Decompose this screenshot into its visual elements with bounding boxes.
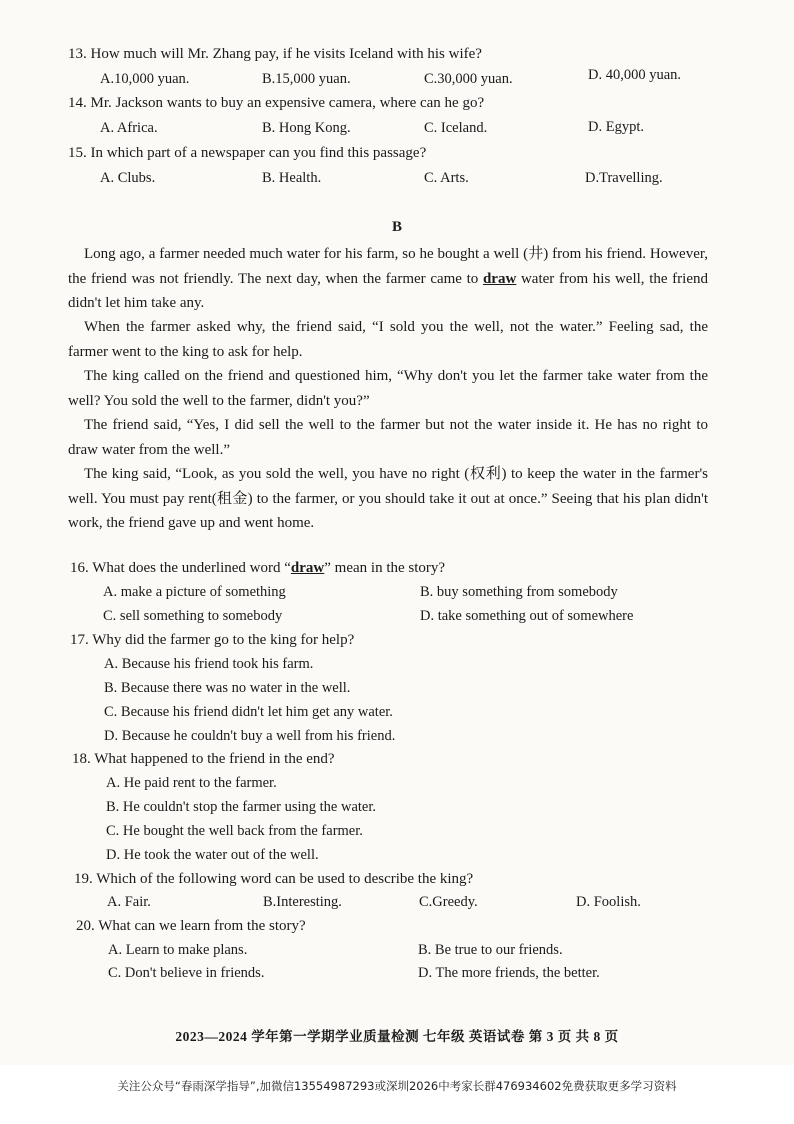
- question-19: 19. Which of the following word can be used to describe the king?: [74, 871, 474, 887]
- q19-option-a: A. Fair.: [107, 894, 151, 910]
- passage-paragraph-4: The friend said, “Yes, I did sell the well to the farmer but not the water inside it. He has no right to draw water from the well.”: [68, 417, 708, 458]
- q20-option-d: D. The more friends, the better.: [418, 965, 600, 981]
- promo-banner: 关注公众号“春雨深学指导”,加微信13554987293或深圳2026中考家长群476934602免费获取更多学习资料: [117, 1079, 677, 1093]
- question-15: 15. In which part of a newspaper can you find this passage?: [68, 145, 427, 161]
- q20-option-b: B. Be true to our friends.: [418, 942, 563, 958]
- question-18: 18. What happened to the friend in the end?: [72, 751, 335, 767]
- underlined-word-draw: draw: [482, 270, 517, 287]
- q16-option-c: C. sell something to somebody: [103, 608, 283, 624]
- q16-option-a: A. make a picture of something: [103, 584, 286, 600]
- passage-paragraph-5: The king said, “Look, as you sold the well, you have no right (权利) to keep the water in the farmer's well. You must pay rent(租金) to the farmer, or you should take it out at once.” Seeing that his plan didn't work, the friend gave up and went home.: [68, 466, 708, 531]
- q19-option-b: B.Interesting.: [263, 894, 342, 910]
- q17-option-b: B. Because there was no water in the well.: [104, 680, 351, 696]
- q17-option-c: C. Because his friend didn't let him get any water.: [104, 704, 393, 720]
- q17-option-a: A. Because his friend took his farm.: [104, 656, 314, 672]
- q16-option-d: D. take something out of somewhere: [420, 608, 634, 624]
- page-footer: 2023—2024 学年第一学期学业质量检测 七年级 英语试卷 第 3 页 共 8 页: [175, 1029, 619, 1044]
- passage-paragraph-3: The king called on the friend and questioned him, “Why don't you let the farmer take water from the well? You sold the well to the farmer, didn't you?”: [68, 368, 708, 409]
- q14-option-d: D. Egypt.: [588, 119, 644, 135]
- q14-option-c: C. Iceland.: [424, 120, 488, 136]
- q18-option-a: A. He paid rent to the farmer.: [106, 775, 277, 791]
- question-17: 17. Why did the farmer go to the king for help?: [70, 632, 355, 648]
- q19-option-d: D. Foolish.: [576, 894, 641, 910]
- q17-option-d: D. Because he couldn't buy a well from his friend.: [104, 728, 396, 744]
- question-16: 16. What does the underlined word “draw” mean in the story?: [70, 560, 446, 576]
- q15-option-c: C. Arts.: [424, 170, 469, 186]
- underlined-word-draw-stem: draw: [290, 560, 325, 576]
- q15-option-a: A. Clubs.: [100, 170, 156, 186]
- q16-option-b: B. buy something from somebody: [420, 584, 618, 600]
- q20-option-a: A. Learn to make plans.: [108, 942, 248, 958]
- q18-option-b: B. He couldn't stop the farmer using the water.: [106, 799, 376, 815]
- passage-paragraph-2: When the farmer asked why, the friend said, “I sold you the well, not the water.” Feeling sad, the farmer went to the king to ask for help.: [68, 319, 708, 360]
- q13-option-b: B.15,000 yuan.: [262, 71, 351, 87]
- question-20: 20. What can we learn from the story?: [76, 918, 306, 934]
- q18-option-c: C. He bought the well back from the farmer.: [106, 823, 363, 839]
- q15-option-d: D.Travelling.: [585, 170, 663, 186]
- q20-option-c: C. Don't believe in friends.: [108, 965, 265, 981]
- q18-option-d: D. He took the water out of the well.: [106, 847, 319, 863]
- q13-option-d: D. 40,000 yuan.: [588, 67, 682, 83]
- section-b-heading: B: [391, 219, 402, 235]
- q14-option-b: B. Hong Kong.: [262, 120, 351, 136]
- question-14: 14. Mr. Jackson wants to buy an expensive camera, where can he go?: [68, 95, 485, 111]
- q13-option-a: A.10,000 yuan.: [100, 71, 190, 87]
- q13-option-c: C.30,000 yuan.: [424, 71, 513, 87]
- q14-option-a: A. Africa.: [100, 120, 158, 136]
- q19-option-c: C.Greedy.: [419, 894, 478, 910]
- passage-paragraph-1: Long ago, a farmer needed much water for his farm, so he bought a well (井) from his friend. However, the friend was not friendly. The next day, when the farmer came to draw water from his well, the friend didn't let him take any.: [68, 246, 708, 311]
- q15-option-b: B. Health.: [262, 170, 322, 186]
- question-13: 13. How much will Mr. Zhang pay, if he visits Iceland with his wife?: [68, 46, 482, 62]
